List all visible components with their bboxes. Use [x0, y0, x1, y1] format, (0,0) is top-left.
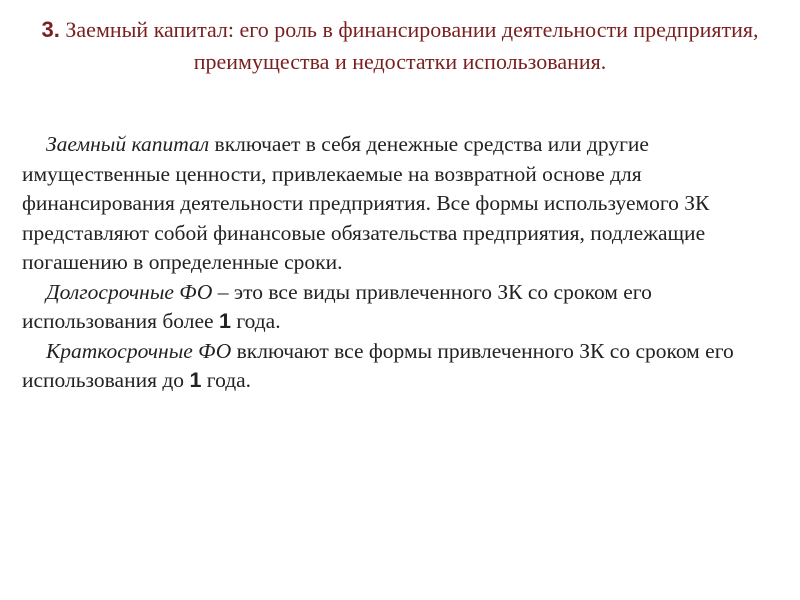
paragraph-text: года. — [230, 309, 281, 333]
term-short-term: Краткосрочные ФО — [46, 338, 232, 363]
paragraph-text: года. — [201, 368, 252, 392]
digit: 1 — [218, 309, 231, 333]
slide-body — [22, 130, 770, 396]
title-number: 3. — [41, 17, 60, 42]
paragraph-long-term — [22, 278, 770, 337]
digit: 1 — [189, 368, 202, 392]
paragraph-text: включают все формы привлеченного ЗК со сроком его использования до — [22, 338, 734, 392]
paragraph-text: – это все виды привлеченного ЗК со сроком его использования более — [22, 279, 652, 333]
term-borrowed-capital: Заемный капитал — [46, 132, 210, 156]
term-long-term: Долгосрочные ФО — [46, 279, 213, 304]
slide-title — [40, 14, 760, 78]
paragraph-short-term — [22, 337, 770, 396]
paragraph-borrowed-capital — [22, 130, 770, 278]
paragraph-text: включает в себя денежные средства или другие имущественные ценности, привлекаемые на возвратной основе для финансирования деятельности предприятия. Все формы используемого ЗК представляют собой финансовые обязательства предприятия, подлежащие погашению в определенные сроки. — [22, 132, 710, 274]
title-text: Заемный капитал: его роль в финансировании деятельности предприятия, преимущества и недостатки использования. — [65, 17, 759, 74]
